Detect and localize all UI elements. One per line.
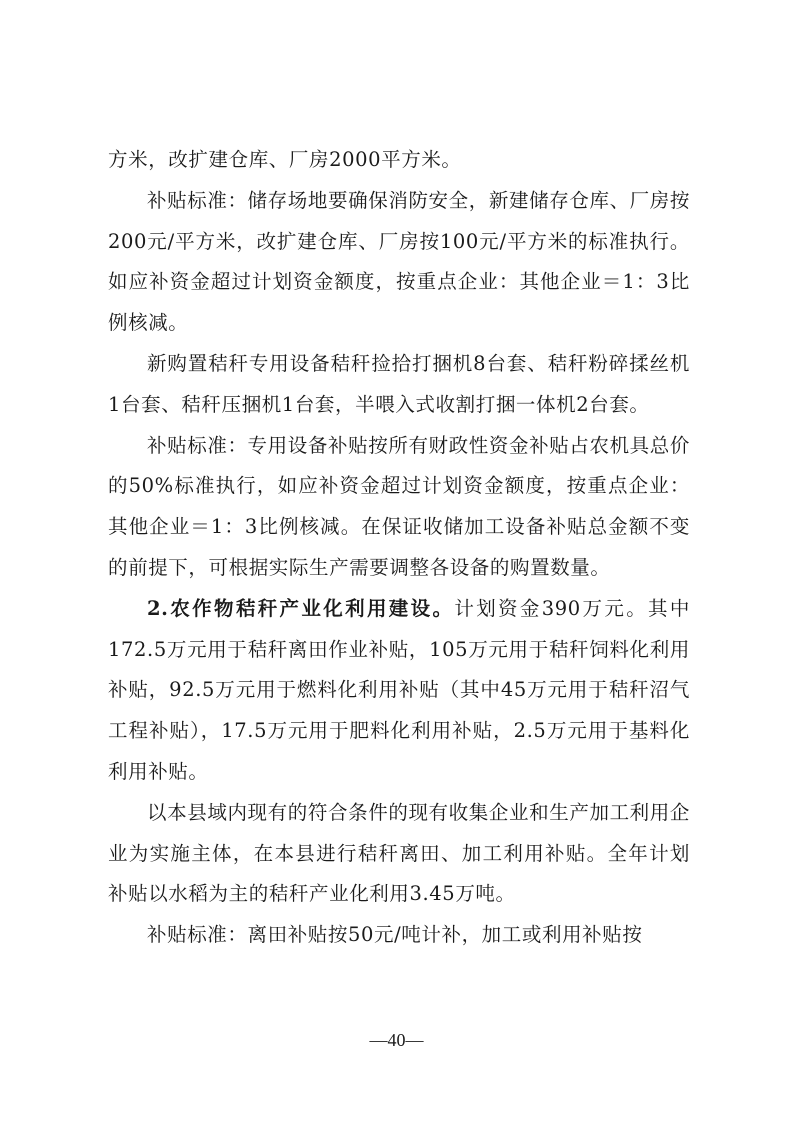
paragraph-2 <box>108 181 690 344</box>
paragraph-5-text: 计划资金390万元。其中172.5万元用于秸秆离田作业补贴，105万元用于秸秆饲料化利用补贴，92.5万元用于燃料化利用补贴（其中45万元用于秸秆沼气工程补贴），17.5万元用于肥料化利用补贴，2.5万元用于基料化利用补贴。 <box>108 596 691 783</box>
paragraph-7-text: 补贴标准：离田补贴按50元/吨计补，加工或利用补贴按 <box>147 923 643 947</box>
page-number: —40— <box>369 1030 424 1050</box>
paragraph-6-text: 以本县域内现有的符合条件的现有收集企业和生产加工利用企业为实施主体，在本县进行秸秆离田、加工利用补贴。全年计划补贴以水稻为主的秸秆产业化利用3.45万吨。 <box>108 800 690 906</box>
document-body <box>108 140 690 956</box>
paragraph-1 <box>108 140 690 181</box>
paragraph-7 <box>108 915 690 956</box>
section-heading: 2.农作物秸秆产业化利用建设。 <box>147 596 455 620</box>
paragraph-4 <box>108 426 690 589</box>
paragraph-1-text: 方米，改扩建仓库、厂房2000平方米。 <box>108 148 462 171</box>
paragraph-6 <box>108 793 690 915</box>
paragraph-2-text: 补贴标准：储存场地要确保消防安全，新建储存仓库、厂房按200元/平方米，改扩建仓库、厂房按100元/平方米的标准执行。如应补资金超过计划资金额度，按重点企业：其他企业＝1：3比例核减。 <box>108 188 690 335</box>
paragraph-3 <box>108 344 690 426</box>
paragraph-4-text: 补贴标准：专用设备补贴按所有财政性资金补贴占农机具总价的50%标准执行，如应补资金超过计划资金额度，按重点企业：其他企业＝1：3比例核减。在保证收储加工设备补贴总金额不变的前提下，可根据实际生产需要调整各设备的购置数量。 <box>108 433 690 579</box>
paragraph-5 <box>108 589 690 793</box>
paragraph-3-text: 新购置秸秆专用设备秸秆捡拾打捆机8台套、秸秆粉碎揉丝机1台套、秸秆压捆机1台套，半喂入式收割打捆一体机2台套。 <box>108 351 690 416</box>
